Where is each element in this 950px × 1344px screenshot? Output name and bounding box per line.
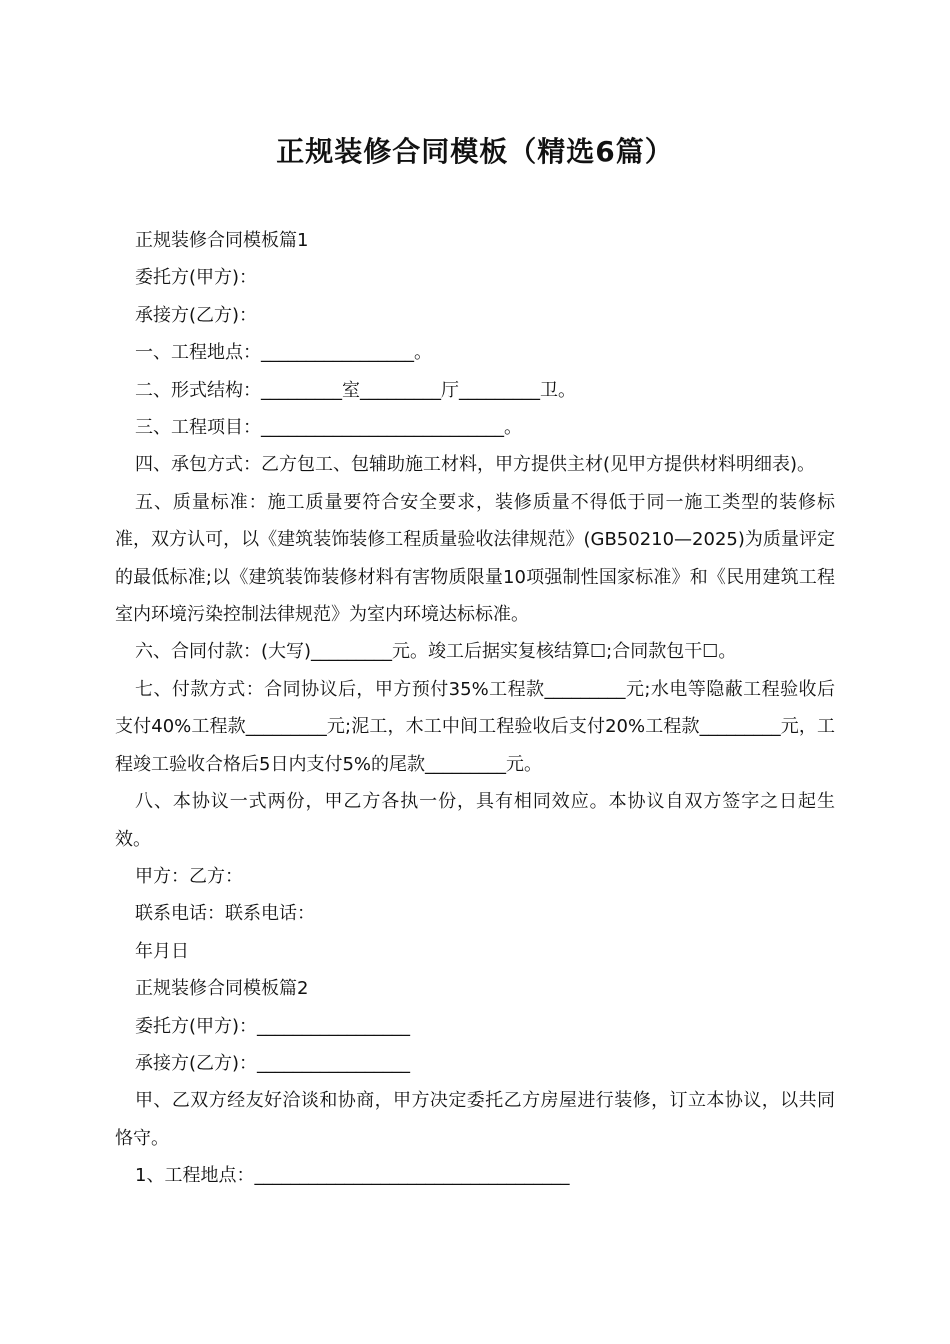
clause-structure: 二、形式结构：_________室_________厅_________卫。 [135, 379, 576, 401]
document-title: 正规装修合同模板（精选6篇） [276, 135, 674, 168]
section-heading-1: 正规装修合同模板篇1 [135, 230, 309, 251]
signature-phones: 联系电话：联系电话： [135, 903, 315, 925]
clause-copies: 八、本协议一式两份，甲乙方各执一份，具有相同效应。本协议自双方签字之日起生效。 [115, 791, 835, 850]
party-a-line: 委托方(甲方)： [135, 267, 258, 289]
clause-payment-amount: 六、合同付款：(大写)_________元。竣工后据实复核结算☐;合同款包干☐。 [135, 641, 737, 663]
section-heading-2: 正规装修合同模板篇2 [135, 978, 309, 1000]
party-a-line-2: 委托方(甲方)：_________________ [135, 1015, 411, 1037]
signature-date: 年月日 [135, 940, 189, 962]
signature-parties: 甲方：乙方： [135, 865, 243, 887]
clause-payment-method: 七、付款方式：合同协议后，甲方预付35%工程款_________元;水电等隐蔽工程验收后支付40%工程款_________元;泥工，木工中间工程验收后支付20%工程款_________元，工程竣工验收合格后5日内支付5%的尾款_________元。 [115, 678, 835, 775]
clause-quality: 五、质量标准：施工质量要符合安全要求，装修质量不得低于同一施工类型的装修标准，双方认可，以《建筑装饰装修工程质量验收法律规范》(GB50210—2025)为质量评定的最低标准;以《建筑装饰装修材料有害物质限量10项强制性国家标准》和《民用建筑工程室内环境污染控制法律规范》为室内环境达标标准。 [115, 491, 835, 626]
clause-location-2: 1、工程地点：___________________________________ [135, 1165, 570, 1187]
party-b-line-2: 承接方(乙方)：_________________ [135, 1052, 411, 1074]
clause-project: 三、工程项目：___________________________。 [135, 417, 522, 439]
document-body [115, 222, 835, 1195]
party-b-line: 承接方(乙方)： [135, 304, 258, 326]
clause-location: 一、工程地点：_________________。 [135, 342, 432, 364]
clause-contract-mode: 四、承包方式：乙方包工、包辅助施工材料，甲方提供主材(见甲方提供材料明细表)。 [135, 454, 816, 476]
agreement-intro: 甲、乙双方经友好洽谈和协商，甲方决定委托乙方房屋进行装修，订立本协议，以共同恪守。 [115, 1090, 835, 1149]
